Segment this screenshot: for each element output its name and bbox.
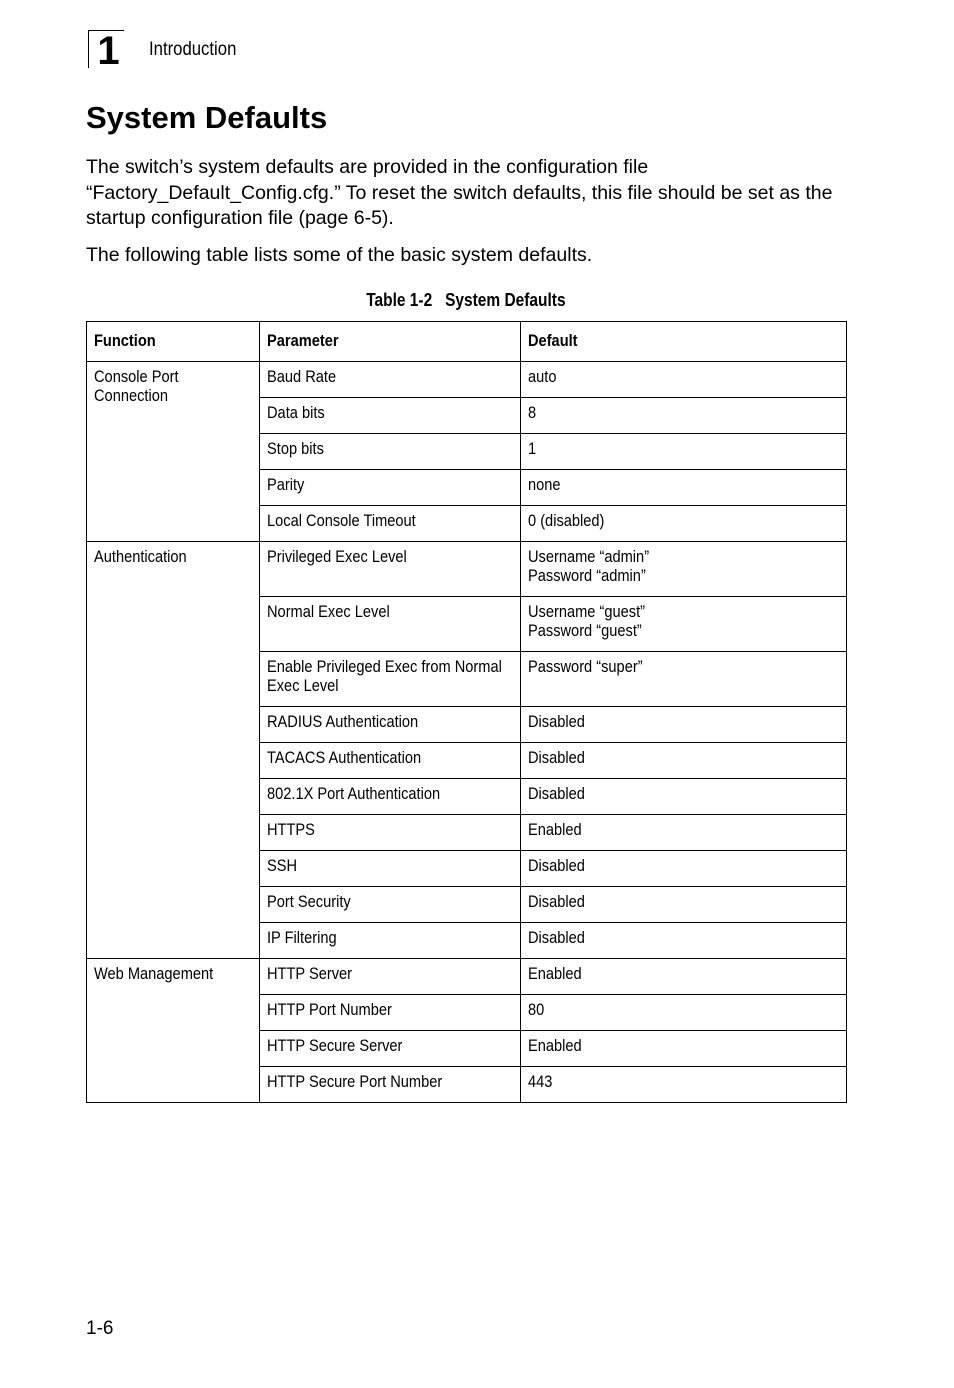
parameter-cell: Enable Privileged Exec from Normal Exec Level [260, 652, 521, 707]
parameter-cell: Parity [260, 470, 521, 506]
default-cell: Disabled [521, 779, 847, 815]
default-cell: Enabled [521, 959, 847, 995]
table-caption-title: System Defaults [445, 290, 566, 310]
default-cell: Username “admin” Password “admin” [521, 542, 847, 597]
parameter-cell: Privileged Exec Level [260, 542, 521, 597]
table-row [87, 362, 847, 398]
parameter-cell: Stop bits [260, 434, 521, 470]
parameter-cell: SSH [260, 851, 521, 887]
default-cell: Password “super” [521, 652, 847, 707]
parameter-cell: IP Filtering [260, 923, 521, 959]
chapter-header [88, 29, 488, 73]
parameter-cell: TACACS Authentication [260, 743, 521, 779]
default-cell: 0 (disabled) [521, 506, 847, 542]
default-cell: Disabled [521, 743, 847, 779]
default-cell: Enabled [521, 1031, 847, 1067]
default-cell: Username “guest” Password “guest” [521, 597, 847, 652]
default-cell: auto [521, 362, 847, 398]
table-row [87, 542, 847, 597]
default-cell: 443 [521, 1067, 847, 1103]
parameter-cell: RADIUS Authentication [260, 707, 521, 743]
table-header-row [87, 322, 847, 362]
function-cell: Authentication [87, 542, 260, 959]
default-cell: 8 [521, 398, 847, 434]
function-cell: Web Management [87, 959, 260, 1103]
table-intro-paragraph: The following table lists some of the basic system defaults. [86, 244, 593, 266]
parameter-cell: Port Security [260, 887, 521, 923]
default-cell: 80 [521, 995, 847, 1031]
function-cell: Console Port Connection [87, 362, 260, 542]
parameter-cell: HTTP Secure Port Number [260, 1067, 521, 1103]
default-cell: 1 [521, 434, 847, 470]
parameter-cell: HTTP Port Number [260, 995, 521, 1031]
default-cell: Enabled [521, 815, 847, 851]
parameter-cell: 802.1X Port Authentication [260, 779, 521, 815]
parameter-cell: Data bits [260, 398, 521, 434]
parameter-cell: HTTPS [260, 815, 521, 851]
chapter-name: Introduction [149, 39, 237, 60]
page-number: 1-6 [86, 1318, 114, 1339]
system-defaults-table [86, 321, 847, 1103]
intro-paragraph: The switch’s system defaults are provided in the configuration file “Factory_Default_Config.cfg.” To reset the switch defaults, this file should be set as the startup configuration file (page 6-5). [86, 156, 833, 229]
parameter-cell: HTTP Server [260, 959, 521, 995]
default-cell: none [521, 470, 847, 506]
parameter-cell: Normal Exec Level [260, 597, 521, 652]
parameter-cell: Baud Rate [260, 362, 521, 398]
column-header-default: Default [521, 322, 847, 362]
parameter-cell: HTTP Secure Server [260, 1031, 521, 1067]
default-cell: Disabled [521, 887, 847, 923]
column-header-parameter: Parameter [260, 322, 521, 362]
table-row [87, 959, 847, 995]
page-title: System Defaults [86, 100, 328, 135]
table-caption [86, 288, 846, 312]
column-header-function: Function [87, 322, 260, 362]
table-caption-label: Table 1-2 [366, 290, 433, 310]
parameter-cell: Local Console Timeout [260, 506, 521, 542]
default-cell: Disabled [521, 851, 847, 887]
default-cell: Disabled [521, 923, 847, 959]
chapter-number: 1 [88, 30, 124, 68]
default-cell: Disabled [521, 707, 847, 743]
